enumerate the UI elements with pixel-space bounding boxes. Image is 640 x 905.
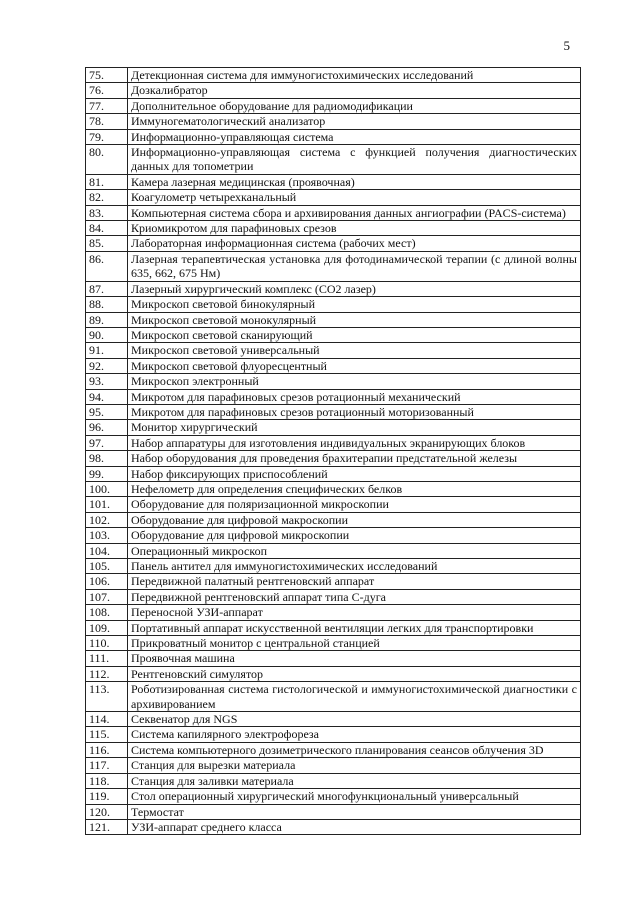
table-row xyxy=(86,559,581,574)
item-number: 102. xyxy=(86,512,128,527)
table-row xyxy=(86,666,581,681)
item-number: 76. xyxy=(86,83,128,98)
item-name: Лазерный хирургический комплекс (CO2 лазер) xyxy=(128,281,581,296)
table-row xyxy=(86,574,581,589)
item-name: Микротом для парафиновых срезов ротационный механический xyxy=(128,389,581,404)
table-row xyxy=(86,83,581,98)
item-name: Информационно-управляющая система с функцией получения диагностических данных для топометрии xyxy=(128,145,581,175)
item-name: Набор оборудования для проведения брахитерапии предстательной железы xyxy=(128,451,581,466)
item-name: Набор аппаратуры для изготовления индивидуальных экранирующих блоков xyxy=(128,435,581,450)
item-name: Микроскоп световой монокулярный xyxy=(128,312,581,327)
item-number: 79. xyxy=(86,129,128,144)
item-number: 86. xyxy=(86,251,128,281)
item-number: 117. xyxy=(86,758,128,773)
table-row xyxy=(86,789,581,804)
table-row xyxy=(86,682,581,712)
table-row xyxy=(86,435,581,450)
table-row xyxy=(86,420,581,435)
table-row xyxy=(86,589,581,604)
item-name: Компьютерная система сбора и архивирования данных ангиографии (PACS-система) xyxy=(128,205,581,220)
item-number: 104. xyxy=(86,543,128,558)
item-name: Дополнительное оборудование для радиомодификации xyxy=(128,98,581,113)
table-row xyxy=(86,528,581,543)
item-number: 100. xyxy=(86,481,128,496)
item-name: Иммуногематологический анализатор xyxy=(128,114,581,129)
item-number: 88. xyxy=(86,297,128,312)
item-name: Передвижной рентгеновский аппарат типа С-дуга xyxy=(128,589,581,604)
item-name: Микроскоп электронный xyxy=(128,374,581,389)
table-row xyxy=(86,404,581,419)
item-number: 111. xyxy=(86,651,128,666)
table-row xyxy=(86,451,581,466)
table-row xyxy=(86,466,581,481)
table-row xyxy=(86,497,581,512)
table-row xyxy=(86,190,581,205)
item-number: 108. xyxy=(86,605,128,620)
item-name: Камера лазерная медицинская (проявочная) xyxy=(128,174,581,189)
item-number: 121. xyxy=(86,819,128,834)
table-row xyxy=(86,712,581,727)
item-number: 103. xyxy=(86,528,128,543)
item-number: 89. xyxy=(86,312,128,327)
item-number: 116. xyxy=(86,742,128,757)
item-number: 84. xyxy=(86,221,128,236)
page-number: 5 xyxy=(563,38,570,53)
item-name: Дозкалибратор xyxy=(128,83,581,98)
item-name: Термостат xyxy=(128,804,581,819)
item-number: 99. xyxy=(86,466,128,481)
table-row xyxy=(86,281,581,296)
item-name: Микротом для парафиновых срезов ротационный моторизованный xyxy=(128,404,581,419)
item-number: 93. xyxy=(86,374,128,389)
table-row xyxy=(86,651,581,666)
item-name: Станция для вырезки материала xyxy=(128,758,581,773)
item-number: 113. xyxy=(86,682,128,712)
item-number: 77. xyxy=(86,98,128,113)
table-row xyxy=(86,358,581,373)
item-number: 92. xyxy=(86,358,128,373)
table-row xyxy=(86,819,581,834)
item-name: Информационно-управляющая система xyxy=(128,129,581,144)
item-name: УЗИ-аппарат среднего класса xyxy=(128,819,581,834)
item-number: 119. xyxy=(86,789,128,804)
item-number: 98. xyxy=(86,451,128,466)
item-number: 112. xyxy=(86,666,128,681)
item-name: Оборудование для поляризационной микроскопии xyxy=(128,497,581,512)
item-number: 105. xyxy=(86,559,128,574)
item-name: Прикроватный монитор с центральной станцией xyxy=(128,636,581,651)
item-name: Нефелометр для определения специфических белков xyxy=(128,481,581,496)
item-number: 85. xyxy=(86,236,128,251)
table-row xyxy=(86,68,581,83)
table-row xyxy=(86,98,581,113)
item-number: 81. xyxy=(86,174,128,189)
item-name: Система капилярного электрофореза xyxy=(128,727,581,742)
item-name: Коагулометр четырехканальный xyxy=(128,190,581,205)
table-row xyxy=(86,312,581,327)
table-row xyxy=(86,481,581,496)
table-row xyxy=(86,804,581,819)
item-name: Станция для заливки материала xyxy=(128,773,581,788)
table-row xyxy=(86,129,581,144)
item-number: 90. xyxy=(86,327,128,342)
item-number: 87. xyxy=(86,281,128,296)
table-row xyxy=(86,343,581,358)
item-number: 106. xyxy=(86,574,128,589)
item-name: Переносной УЗИ-аппарат xyxy=(128,605,581,620)
table-row xyxy=(86,773,581,788)
item-number: 94. xyxy=(86,389,128,404)
item-name: Лабораторная информационная система (рабочих мест) xyxy=(128,236,581,251)
item-name: Микроскоп световой бинокулярный xyxy=(128,297,581,312)
item-number: 96. xyxy=(86,420,128,435)
table-row xyxy=(86,145,581,175)
item-number: 97. xyxy=(86,435,128,450)
item-name: Передвижной палатный рентгеновский аппарат xyxy=(128,574,581,589)
table-row xyxy=(86,251,581,281)
item-name: Роботизированная система гистологической и иммуногистохимической диагностики с архивированием xyxy=(128,682,581,712)
table-row xyxy=(86,327,581,342)
table-row xyxy=(86,636,581,651)
item-name: Проявочная машина xyxy=(128,651,581,666)
table-row xyxy=(86,236,581,251)
item-name: Панель антител для иммуногистохимических исследований xyxy=(128,559,581,574)
table-row xyxy=(86,374,581,389)
table-row xyxy=(86,389,581,404)
table-row xyxy=(86,114,581,129)
table-row xyxy=(86,174,581,189)
table-row xyxy=(86,221,581,236)
item-name: Операционный микроскоп xyxy=(128,543,581,558)
table-row xyxy=(86,205,581,220)
table-row xyxy=(86,297,581,312)
item-name: Набор фиксирующих приспособлений xyxy=(128,466,581,481)
item-name: Микроскоп световой сканирующий xyxy=(128,327,581,342)
item-number: 95. xyxy=(86,404,128,419)
item-number: 109. xyxy=(86,620,128,635)
item-number: 80. xyxy=(86,145,128,175)
table-row xyxy=(86,742,581,757)
item-number: 83. xyxy=(86,205,128,220)
equipment-table-body xyxy=(86,68,581,835)
item-name: Секвенатор для NGS xyxy=(128,712,581,727)
table-row xyxy=(86,543,581,558)
item-number: 82. xyxy=(86,190,128,205)
table-row xyxy=(86,620,581,635)
item-name: Лазерная терапевтическая установка для фотодинамической терапии (с длиной волны 635, 662, 675 Нм) xyxy=(128,251,581,281)
item-number: 115. xyxy=(86,727,128,742)
item-name: Детекционная система для иммуногистохимических исследований xyxy=(128,68,581,83)
table-row xyxy=(86,727,581,742)
item-number: 114. xyxy=(86,712,128,727)
item-number: 75. xyxy=(86,68,128,83)
table-row xyxy=(86,512,581,527)
item-name: Монитор хирургический xyxy=(128,420,581,435)
item-number: 91. xyxy=(86,343,128,358)
equipment-table xyxy=(85,67,581,835)
item-number: 78. xyxy=(86,114,128,129)
item-number: 120. xyxy=(86,804,128,819)
item-name: Оборудование для цифровой макроскопии xyxy=(128,512,581,527)
table-row xyxy=(86,758,581,773)
item-name: Система компьютерного дозиметрического планирования сеансов облучения 3D xyxy=(128,742,581,757)
item-name: Портативный аппарат искусственной вентиляции легких для транспортировки xyxy=(128,620,581,635)
item-name: Микроскоп световой флуоресцентный xyxy=(128,358,581,373)
item-name: Оборудование для цифровой микроскопии xyxy=(128,528,581,543)
item-name: Криомикротом для парафиновых срезов xyxy=(128,221,581,236)
item-number: 101. xyxy=(86,497,128,512)
item-name: Микроскоп световой универсальный xyxy=(128,343,581,358)
item-number: 110. xyxy=(86,636,128,651)
item-number: 107. xyxy=(86,589,128,604)
item-number: 118. xyxy=(86,773,128,788)
item-name: Рентгеновский симулятор xyxy=(128,666,581,681)
item-name: Стол операционный хирургический многофункциональный универсальный xyxy=(128,789,581,804)
table-row xyxy=(86,605,581,620)
